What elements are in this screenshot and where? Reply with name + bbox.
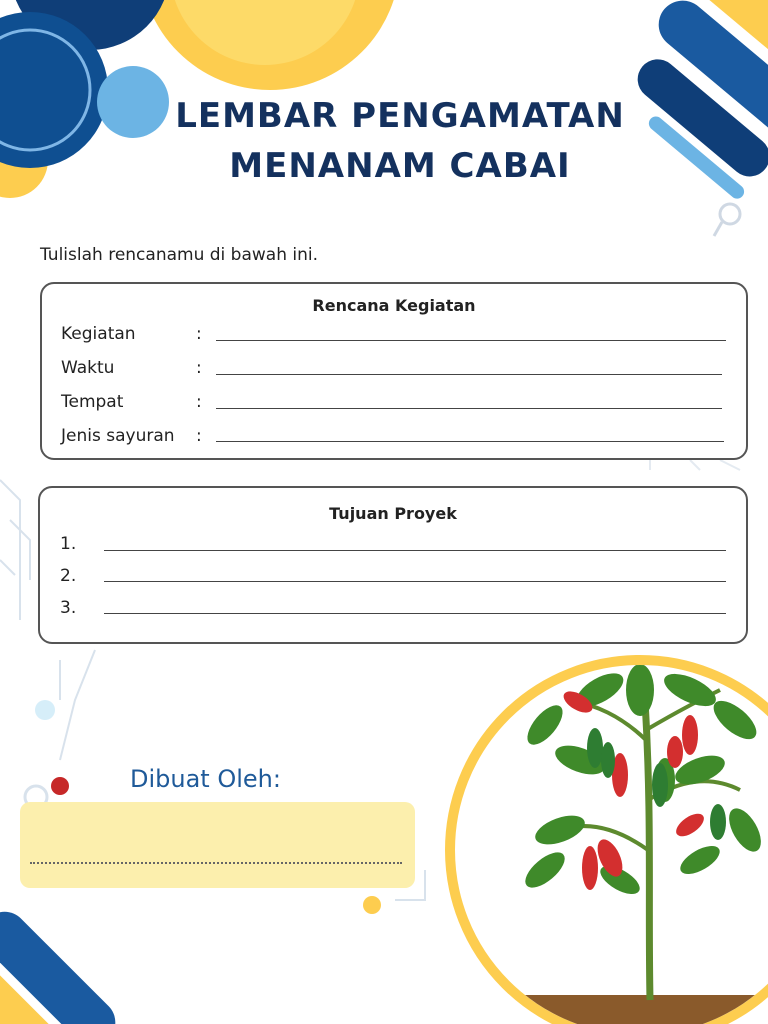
instruction-text: Tulislah rencanamu di bawah ini. <box>40 245 318 265</box>
plan-heading: Rencana Kegiatan <box>312 296 476 315</box>
plan-field-kegiatan[interactable] <box>216 340 726 341</box>
chili-plant-illustration <box>450 660 768 1024</box>
goals-box <box>38 486 748 644</box>
goals-heading: Tujuan Proyek <box>329 504 457 523</box>
plan-label-tempat: Tempat <box>61 392 124 412</box>
plan-label-jenis-sayuran: Jenis sayuran <box>61 426 175 446</box>
plan-box <box>40 282 748 460</box>
plan-label-kegiatan: Kegiatan <box>61 324 136 344</box>
plan-colon: : <box>196 426 202 446</box>
plan-colon: : <box>196 324 202 344</box>
plan-colon: : <box>196 392 202 412</box>
goal-number-1: 1. <box>60 534 77 554</box>
plan-label-waktu: Waktu <box>61 358 115 378</box>
magnifier-icon <box>720 204 740 224</box>
author-label: Dibuat Oleh: <box>130 765 281 793</box>
author-box <box>20 802 415 888</box>
author-name-field[interactable] <box>30 862 402 864</box>
plan-field-waktu[interactable] <box>216 374 722 375</box>
plan-colon: : <box>196 358 202 378</box>
goal-field-2[interactable] <box>104 581 726 582</box>
goal-number-3: 3. <box>60 598 77 618</box>
page-title-line-2: MENANAM CABAI <box>229 146 571 186</box>
red-dot <box>51 777 69 795</box>
page-title-line-1: LEMBAR PENGAMATAN <box>175 96 625 136</box>
goal-number-2: 2. <box>60 566 77 586</box>
plan-field-tempat[interactable] <box>216 408 722 409</box>
goal-field-3[interactable] <box>104 613 726 614</box>
plan-field-jenis-sayuran[interactable] <box>216 441 724 442</box>
goal-field-1[interactable] <box>104 550 726 551</box>
